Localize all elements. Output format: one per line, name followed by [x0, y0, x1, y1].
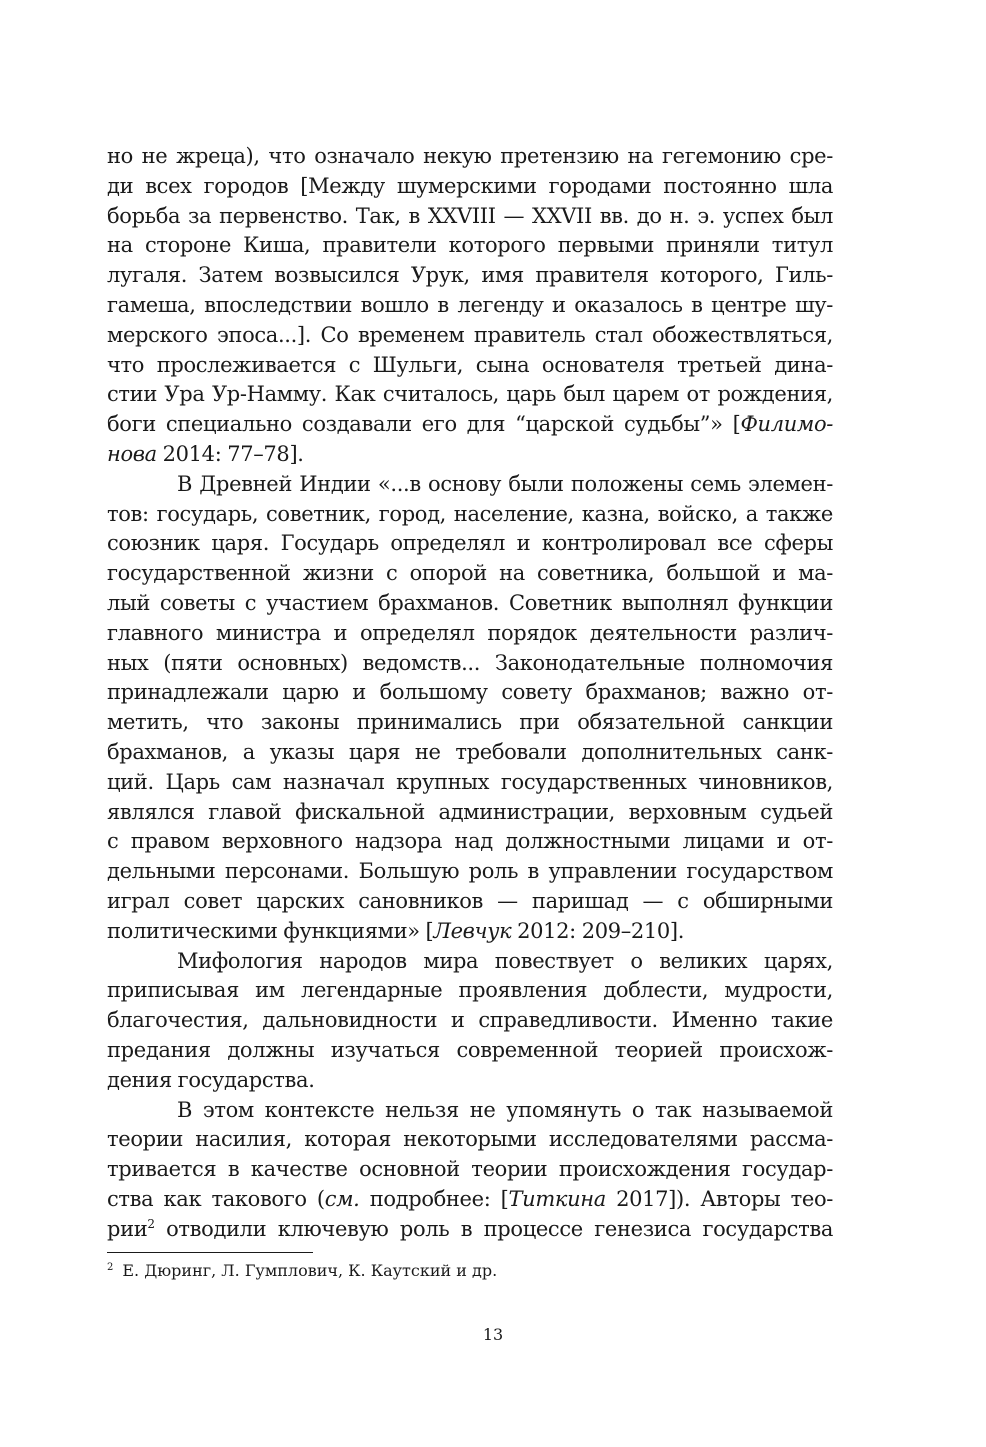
text-span: 2017]). Авторы тео-	[605, 1186, 833, 1211]
text-span: дельными персонами. Большую роль в управлении государством	[107, 859, 833, 884]
text-line	[107, 291, 833, 321]
footnote	[107, 1259, 497, 1283]
text-line	[107, 589, 833, 619]
text-span: предания должны изучаться современной теорией происхож-	[107, 1037, 833, 1062]
text-span: тов: государь, советник, город, население, казна, войско, а также	[107, 501, 833, 526]
text-line	[107, 529, 833, 559]
text-span: являлся главой фискальной администрации, верховным судьей	[107, 799, 833, 824]
footnote-text: Е. Дюринг, Л. Гумплович, К. Каутский и др.	[122, 1261, 498, 1280]
text-line	[107, 321, 833, 351]
text-line	[107, 231, 833, 261]
text-line	[107, 559, 833, 589]
text-span: благочестия, дальновидности и справедливости. Именно такие	[107, 1008, 833, 1033]
text-line	[107, 351, 833, 381]
text-span: Мифология народов мира повествует о великих царях,	[177, 948, 833, 973]
text-line	[107, 1096, 833, 1126]
text-span: ди всех городов [Между шумерскими городами постоянно шла	[107, 173, 833, 198]
text-span: приписывая им легендарные проявления доблести, мудрости,	[107, 978, 833, 1003]
text-line	[107, 500, 833, 530]
text-line	[107, 261, 833, 291]
text-line	[107, 410, 833, 440]
text-span: стии Ура Ур-Намму. Как считалось, царь был царем от рождения,	[107, 382, 833, 407]
text-span: ных (пяти основных) ведомств... Законодательные полномочия	[107, 650, 833, 675]
text-span: борьба за первенство. Так, в XXVIII — XXVII вв. до н. э. успех был	[107, 203, 833, 228]
text-line	[107, 917, 833, 947]
text-line	[107, 1185, 833, 1215]
text-span: брахманов, а указы царя не требовали дополнительных санк-	[107, 739, 833, 764]
text-span: Левчук	[433, 918, 512, 943]
text-line	[107, 887, 833, 917]
text-line	[107, 1006, 833, 1036]
text-line	[107, 619, 833, 649]
text-line	[107, 1215, 833, 1245]
text-line	[107, 976, 833, 1006]
text-line	[107, 1125, 833, 1155]
text-line	[107, 202, 833, 232]
text-span: но не жреца), что означало некую претензию на гегемонию сре-	[107, 144, 833, 168]
text-line	[107, 649, 833, 679]
text-span: отводили ключевую роль в процессе генезиса государства	[154, 1216, 833, 1241]
page-number: 13	[482, 1325, 504, 1344]
text-span: рии	[107, 1216, 148, 1241]
text-line	[107, 142, 833, 172]
text-span: лый советы с участием брахманов. Советник выполнял функции	[107, 590, 833, 615]
text-span: ства как такового (	[107, 1186, 325, 1211]
text-span: Филимо-	[740, 412, 833, 437]
text-span: играл совет царских сановников — паришад — с обширными	[107, 888, 833, 913]
text-line	[107, 857, 833, 887]
text-line	[107, 827, 833, 857]
text-line	[107, 678, 833, 708]
text-line	[107, 470, 833, 500]
text-line	[107, 768, 833, 798]
footnote-mark: 2	[107, 1262, 114, 1273]
text-span: 2014: 77–78].	[156, 441, 304, 466]
text-line	[107, 172, 833, 202]
text-line	[107, 440, 833, 470]
text-span: на стороне Киша, правители которого первыми приняли титул	[107, 233, 833, 258]
text-span: тривается в качестве основной теории происхождения государ-	[107, 1157, 833, 1182]
text-span: дения государства.	[107, 1067, 315, 1092]
text-span: с правом верховного надзора над должностными лицами и от-	[107, 829, 833, 854]
text-span: принадлежали царю и большому совету брахманов; важно от-	[107, 680, 833, 705]
text-line	[107, 708, 833, 738]
text-span: нова	[107, 441, 157, 466]
text-span: теории насилия, которая некоторыми исследователями рассма-	[107, 1127, 833, 1152]
text-span: что прослеживается с Шульги, сына основателя третьей дина-	[107, 352, 833, 377]
text-span: боги специально создавали его для “царской судьбы”» [	[107, 412, 741, 437]
text-span: Титкина	[508, 1186, 606, 1211]
body-text	[107, 142, 833, 1244]
text-line	[107, 738, 833, 768]
text-span: подробнее: [	[359, 1186, 509, 1211]
text-span: ций. Царь сам назначал крупных государственных чиновников,	[107, 769, 833, 794]
text-span: мерского эпоса...]. Со временем правитель стал обожествляться,	[107, 322, 833, 347]
text-line	[107, 947, 833, 977]
text-span: см.	[324, 1186, 360, 1211]
text-span: В Древней Индии «...в основу были положены семь элемен-	[177, 471, 833, 496]
text-line	[107, 1066, 833, 1096]
text-line	[107, 798, 833, 828]
footnote-separator	[107, 1252, 313, 1253]
text-span: государственной жизни с опорой на советника, большой и ма-	[107, 561, 833, 586]
text-span: метить, что законы принимались при обязательной санкции	[107, 710, 833, 735]
text-line	[107, 1155, 833, 1185]
text-line	[107, 380, 833, 410]
text-span: В этом контексте нельзя не упомянуть о так называемой	[177, 1097, 833, 1122]
text-span: союзник царя. Государь определял и контролировал все сферы	[107, 531, 833, 556]
text-span: политическими функциями» [	[107, 918, 434, 943]
footnote-reference: 2	[147, 1216, 155, 1231]
text-span: 2012: 209–210].	[511, 918, 685, 943]
text-span: гамеша, впоследствии вошло в легенду и оказалось в центре шу-	[107, 292, 833, 317]
text-span: лугаля. Затем возвысился Урук, имя правителя которого, Гиль-	[107, 263, 833, 288]
text-span: главного министра и определял порядок деятельности различ-	[107, 620, 833, 645]
text-line	[107, 1036, 833, 1066]
